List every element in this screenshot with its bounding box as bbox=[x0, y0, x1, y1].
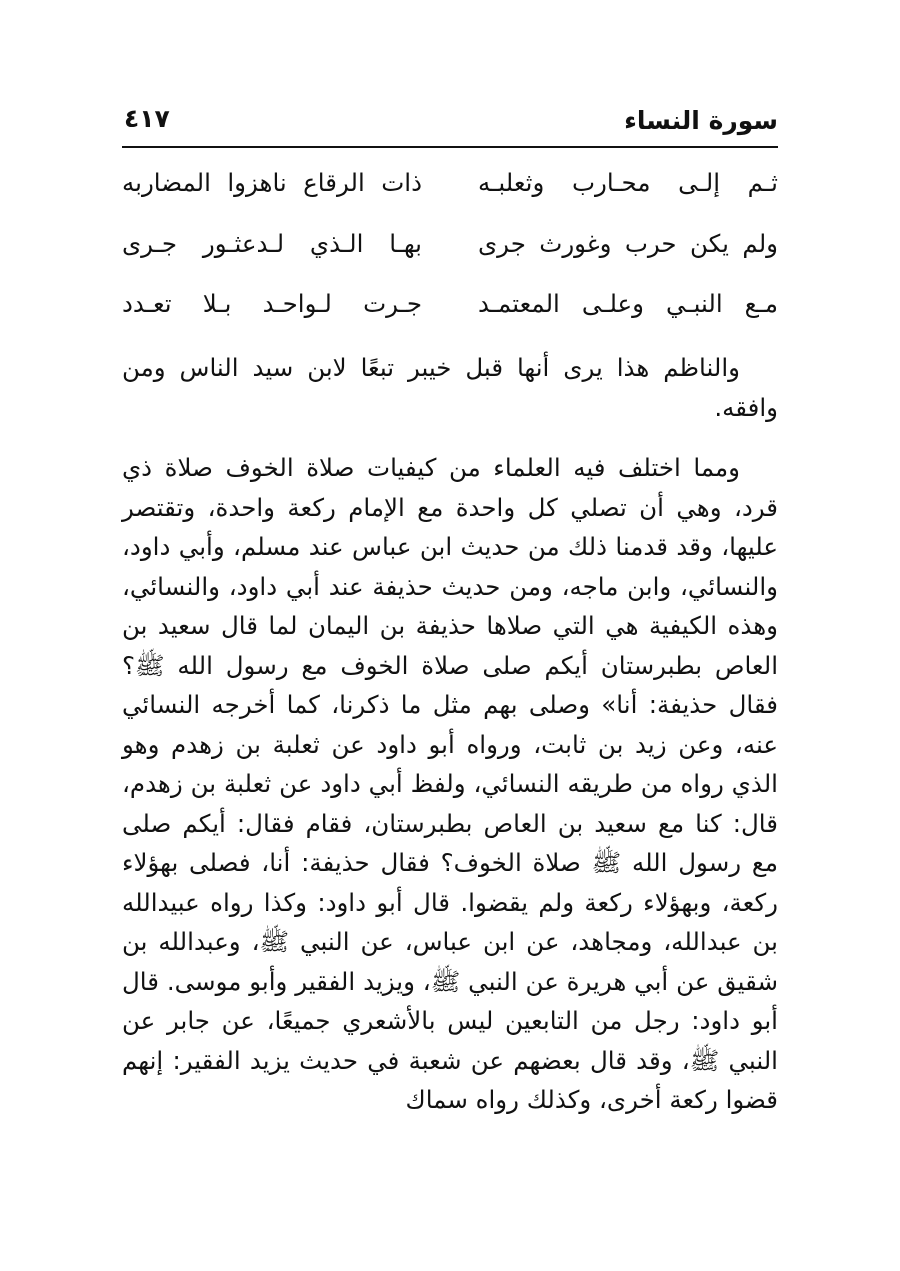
poem-verse bbox=[122, 229, 778, 273]
verse-first-hemistich: ولم يكن حرب وغورث جرى bbox=[478, 229, 778, 258]
poem-verse bbox=[122, 168, 778, 212]
verse-second-hemistich: جـرت لـواحـد بـلا تعـدد bbox=[122, 289, 422, 318]
verse-second-hemistich: بهـا الـذي لـدعثـور جـرى bbox=[122, 229, 422, 258]
page-header bbox=[122, 104, 778, 144]
surah-title: سورة النساء bbox=[624, 106, 778, 135]
paragraph: ومما اختلف فيه العلماء من كيفيات صلاة الخوف صلاة ذي قرد، وهي أن تصلي كل واحدة مع الإمام ركعة واحدة، وتقتصر عليها، وقد قدمنا ذلك من حديث ابن عباس عند مسلم، وأبي داود، والنسائي، وابن ماجه، ومن حديث حذيفة عند أبي داود، والنسائي، وهذه الكيفية هي التي صلاها حذيفة بن اليمان لما قال سعيد بن العاص بطبرستان أيكم صلى صلاة الخوف مع رسول الله ﷺ؟ فقال حذيفة: أنا» وصلى بهم مثل ما ذكرنا، كما أخرجه النسائي عنه، وعن زيد بن ثابت، ورواه أبو داود عن ثعلبة بن زهدم وهو الذي رواه من طريقه النسائي، ولفظ أبي داود عن ثعلبة بن زهدم، قال: كنا مع سعيد بن العاص بطبرستان، فقام فقال: أيكم صلى مع رسول الله ﷺ صلاة الخوف؟ فقال حذيفة: أنا، فصلى بهؤلاء ركعة، وبهؤلاء ركعة ولم يقضوا. قال أبو داود: وكذا رواه عبيدالله بن عبدالله، ومجاهد، عن ابن عباس، عن النبي ﷺ، وعبدالله بن شقيق عن أبي هريرة عن النبي ﷺ، ويزيد الفقير وأبو موسى. قال أبو داود: رجل من التابعين ليس بالأشعري جميعًا، عن جابر عن النبي ﷺ، وقد قال بعضهم عن شعبة في حديث يزيد الفقير: إنهم قضوا ركعة أخرى، وكذلك رواه سماك bbox=[122, 453, 778, 1114]
verse-first-hemistich: مـع النبـي وعلـى المعتمـد bbox=[478, 289, 778, 318]
verse-second-hemistich: ذات الرقاع ناهزوا المضاربه bbox=[122, 168, 422, 197]
header-divider bbox=[122, 146, 778, 148]
poem-verse bbox=[122, 289, 778, 333]
page-number: ٤١٧ bbox=[124, 104, 170, 133]
verse-first-hemistich: ثـم إلـى محـارب وثعلبـه bbox=[478, 168, 778, 197]
paragraph: والناظم هذا يرى أنها قبل خيبر تبعًا لابن سيد الناس ومن وافقه. bbox=[122, 353, 778, 422]
